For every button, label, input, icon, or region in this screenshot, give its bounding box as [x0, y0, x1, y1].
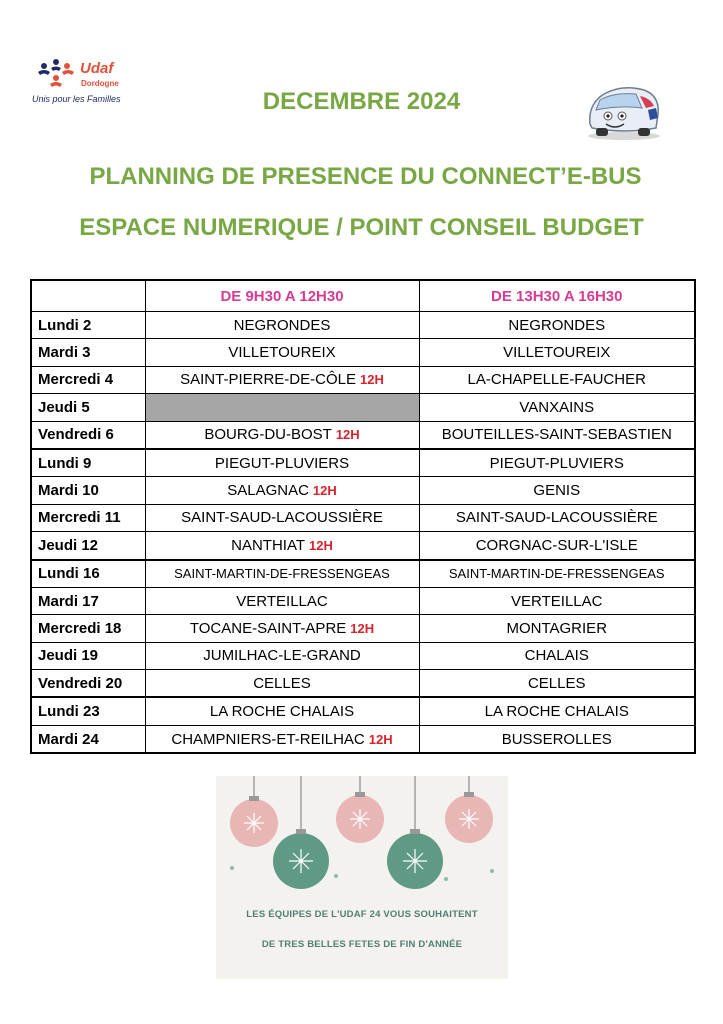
morning-location: PIEGUT-PLUVIERS — [214, 454, 350, 472]
afternoon-location: PIEGUT-PLUVIERS — [489, 454, 624, 472]
morning-location: SALAGNAC — [227, 482, 309, 500]
morning-location: NEGRONDES — [233, 316, 331, 334]
table-row — [31, 615, 695, 642]
table-row — [31, 366, 695, 393]
table-row — [31, 312, 695, 339]
afternoon-location-cell — [419, 477, 695, 504]
morning-location-cell — [145, 421, 419, 449]
morning-location-cell — [145, 394, 419, 421]
noon-end-badge: 12H — [360, 372, 384, 388]
table-row — [31, 587, 695, 614]
noon-end-badge: 12H — [368, 731, 393, 747]
morning-location-cell — [145, 339, 419, 366]
morning-location: NANTHIAT — [231, 536, 306, 554]
afternoon-location-cell — [419, 366, 695, 393]
afternoon-location: NEGRONDES — [508, 316, 606, 334]
afternoon-location: VANXAINS — [519, 398, 595, 416]
afternoon-location-cell — [419, 560, 695, 588]
day-cell: Jeudi 5 — [31, 394, 145, 421]
afternoon-location: MONTAGRIER — [506, 619, 608, 637]
table-row — [31, 339, 695, 366]
morning-location-cell — [145, 366, 419, 393]
afternoon-location-cell — [419, 449, 695, 477]
morning-location-cell — [145, 670, 419, 698]
table-row — [31, 477, 695, 504]
noon-end-badge: 12H — [350, 620, 375, 636]
afternoon-location: LA-CHAPELLE-FAUCHER — [467, 371, 646, 389]
afternoon-location-cell — [419, 697, 695, 725]
day-cell: Lundi 9 — [31, 449, 145, 477]
afternoon-location-cell — [419, 504, 695, 531]
day-cell: Vendredi 20 — [31, 670, 145, 698]
greeting-line-1: LES ÉQUIPES DE L'UDAF 24 VOUS SOUHAITENT — [246, 909, 478, 920]
afternoon-location-cell — [419, 532, 695, 560]
table-row — [31, 642, 695, 669]
header-morning: DE 9H30 A 12H30 — [145, 280, 419, 312]
day-cell: Vendredi 6 — [31, 421, 145, 449]
afternoon-location-cell — [419, 725, 695, 753]
afternoon-location-cell — [419, 394, 695, 421]
afternoon-location: GENIS — [533, 482, 581, 500]
udaf-emblem-icon — [34, 56, 80, 92]
morning-location-cell — [145, 477, 419, 504]
day-cell: Mardi 24 — [31, 725, 145, 753]
afternoon-location-cell — [419, 421, 695, 449]
morning-location-cell — [145, 697, 419, 725]
afternoon-location: CHALAIS — [524, 647, 589, 665]
afternoon-location: VERTEILLAC — [511, 592, 603, 610]
day-cell: Mardi 17 — [31, 587, 145, 614]
afternoon-location-cell — [419, 587, 695, 614]
afternoon-location-cell — [419, 312, 695, 339]
header-day-cell — [31, 280, 145, 312]
morning-location: VILLETOUREIX — [228, 344, 336, 362]
noon-end-badge: 12H — [312, 483, 337, 499]
logo-tagline: Unis pour les Familles — [32, 94, 121, 104]
morning-location-cell — [145, 587, 419, 614]
day-cell: Mercredi 18 — [31, 615, 145, 642]
afternoon-location: LA ROCHE CHALAIS — [484, 703, 629, 721]
table-row — [31, 670, 695, 698]
table-header-row — [31, 280, 695, 312]
morning-location: VERTEILLAC — [236, 592, 328, 610]
morning-location: SAINT-SAUD-LACOUSSIÈRE — [181, 509, 383, 527]
afternoon-location-cell — [419, 670, 695, 698]
logo-region: Dordogne — [81, 79, 119, 88]
day-cell: Lundi 16 — [31, 560, 145, 588]
table-row — [31, 504, 695, 531]
christmas-baubles-icon — [216, 776, 508, 901]
day-cell: Mercredi 4 — [31, 366, 145, 393]
morning-location: CELLES — [253, 674, 311, 692]
day-cell: Jeudi 19 — [31, 642, 145, 669]
day-cell: Mardi 10 — [31, 477, 145, 504]
schedule-table — [30, 279, 696, 754]
afternoon-location: CORGNAC-SUR-L'ISLE — [475, 536, 638, 554]
service-title: ESPACE NUMERIQUE / POINT CONSEIL BUDGET — [79, 214, 644, 241]
table-row — [31, 449, 695, 477]
month-title: DECEMBRE 2024 — [262, 88, 461, 115]
noon-end-badge: 12H — [335, 427, 360, 443]
morning-location-cell — [145, 725, 419, 753]
day-cell: Mardi 3 — [31, 339, 145, 366]
afternoon-location-cell — [419, 642, 695, 669]
afternoon-location: SAINT-MARTIN-DE-FRESSENGEAS — [448, 566, 665, 582]
planning-title: PLANNING DE PRESENCE DU CONNECT’E-BUS — [89, 163, 642, 190]
morning-location-cell — [145, 312, 419, 339]
afternoon-location-cell — [419, 615, 695, 642]
table-row — [31, 421, 695, 449]
logo-brand: Udaf — [80, 60, 114, 77]
morning-location-cell — [145, 642, 419, 669]
afternoon-location: CELLES — [527, 674, 586, 692]
morning-location-cell — [145, 504, 419, 531]
table-row — [31, 725, 695, 753]
morning-location-cell — [145, 560, 419, 588]
afternoon-location-cell — [419, 339, 695, 366]
morning-location-cell — [145, 615, 419, 642]
morning-location: BOURG-DU-BOST — [204, 426, 332, 444]
afternoon-location: BUSSEROLLES — [501, 730, 612, 748]
morning-location-cell — [145, 532, 419, 560]
morning-location: TOCANE-SAINT-APRE — [189, 619, 347, 637]
morning-location: SAINT-PIERRE-DE-CÔLE — [180, 371, 356, 389]
table-row — [31, 394, 695, 421]
day-cell: Jeudi 12 — [31, 532, 145, 560]
noon-end-badge: 12H — [309, 537, 333, 553]
table-row — [31, 560, 695, 588]
afternoon-location: VILLETOUREIX — [503, 344, 611, 362]
holiday-greeting-card — [216, 776, 508, 979]
afternoon-location: SAINT-SAUD-LACOUSSIÈRE — [455, 509, 658, 527]
table-row — [31, 697, 695, 725]
day-cell: Lundi 23 — [31, 697, 145, 725]
morning-location-cell — [145, 449, 419, 477]
morning-location: LA ROCHE CHALAIS — [209, 703, 355, 721]
morning-location: SAINT-MARTIN-DE-FRESSENGEAS — [174, 566, 390, 582]
afternoon-location: BOUTEILLES-SAINT-SEBASTIEN — [441, 426, 672, 444]
day-cell: Mercredi 11 — [31, 504, 145, 531]
greeting-line-2: DE TRES BELLES FETES DE FIN D'ANNÉE — [261, 939, 463, 950]
table-row — [31, 532, 695, 560]
morning-location: CHAMPNIERS-ET-REILHAC — [171, 730, 365, 748]
header-afternoon: DE 13H30 A 16H30 — [419, 280, 695, 312]
morning-location: JUMILHAC-LE-GRAND — [203, 647, 361, 665]
day-cell: Lundi 2 — [31, 312, 145, 339]
